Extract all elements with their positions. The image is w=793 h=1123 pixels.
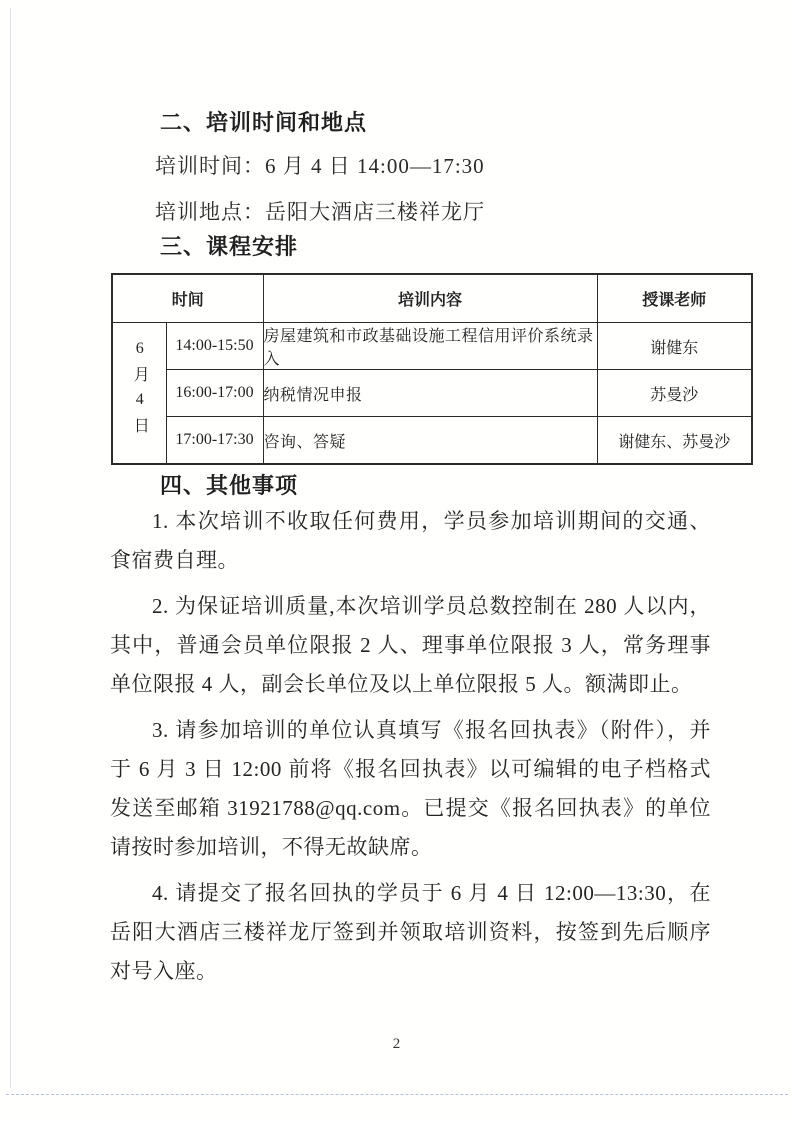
- row1-teacher: 谢健东: [597, 323, 752, 370]
- table-header-row: [112, 274, 752, 323]
- row3-time: 17:00-17:30: [166, 417, 263, 465]
- header-time: 时间: [112, 274, 263, 323]
- row3-teacher: 谢健东、苏曼沙: [597, 417, 752, 465]
- row1-content: 房屋建筑和市政基础设施工程信用评价系统录入: [263, 323, 597, 370]
- table-row: [112, 323, 752, 370]
- course-schedule-table: [111, 273, 753, 465]
- scan-edge-bottom: [6, 1094, 788, 1095]
- row3-content: 咨询、答疑: [263, 417, 597, 465]
- table-row: [112, 370, 752, 417]
- table-row: [112, 417, 752, 465]
- scan-edge-left: [10, 8, 11, 1088]
- section-two-heading: 二、培训时间和地点: [160, 110, 368, 135]
- header-teacher: 授课老师: [597, 274, 752, 323]
- other-items-paragraphs: [110, 502, 711, 998]
- row2-content: 纳税情况申报: [263, 370, 597, 417]
- training-time-line: 培训时间：6 月 4 日 14:00—17:30: [155, 154, 485, 178]
- training-place-line: 培训地点：岳阳大酒店三楼祥龙厅: [155, 200, 485, 224]
- paragraph-item-3: 3. 请参加培训的单位认真填写《报名回执表》（附件），并于 6 月 3 日 12:00 前将《报名回执表》以可编辑的电子档格式发送至邮箱 31921788@qq.com。已提交《报名回执表》的单位请按时参加培训，不得无故缺席。: [110, 718, 711, 859]
- paragraph-item-4: 4. 请提交了报名回执的学员于 6 月 4 日 12:00—13:30，在岳阳大酒店三楼祥龙厅签到并领取培训资料，按签到先后顺序对号入座。: [110, 881, 711, 983]
- row2-teacher: 苏曼沙: [597, 370, 752, 417]
- paragraph-item-1: 1. 本次培训不收取任何费用，学员参加培训期间的交通、食宿费自理。: [110, 509, 711, 572]
- row2-time: 16:00-17:00: [166, 370, 263, 417]
- section-three-heading: 三、课程安排: [160, 234, 299, 259]
- paragraph-item-2: 2. 为保证培训质量,本次培训学员总数控制在 280 人以内，其中，普通会员单位限报 2 人、理事单位限报 3 人，常务理事单位限报 4 人，副会长单位及以上单位限报 5 人。额满即止。: [110, 594, 711, 696]
- header-content: 培训内容: [263, 274, 597, 323]
- date-text: 6月4日: [131, 339, 149, 442]
- page-number: 2: [392, 1036, 401, 1052]
- row1-time: 14:00-15:50: [166, 323, 263, 370]
- section-four-heading: 四、其他事项: [160, 473, 299, 498]
- date-cell: [112, 323, 166, 465]
